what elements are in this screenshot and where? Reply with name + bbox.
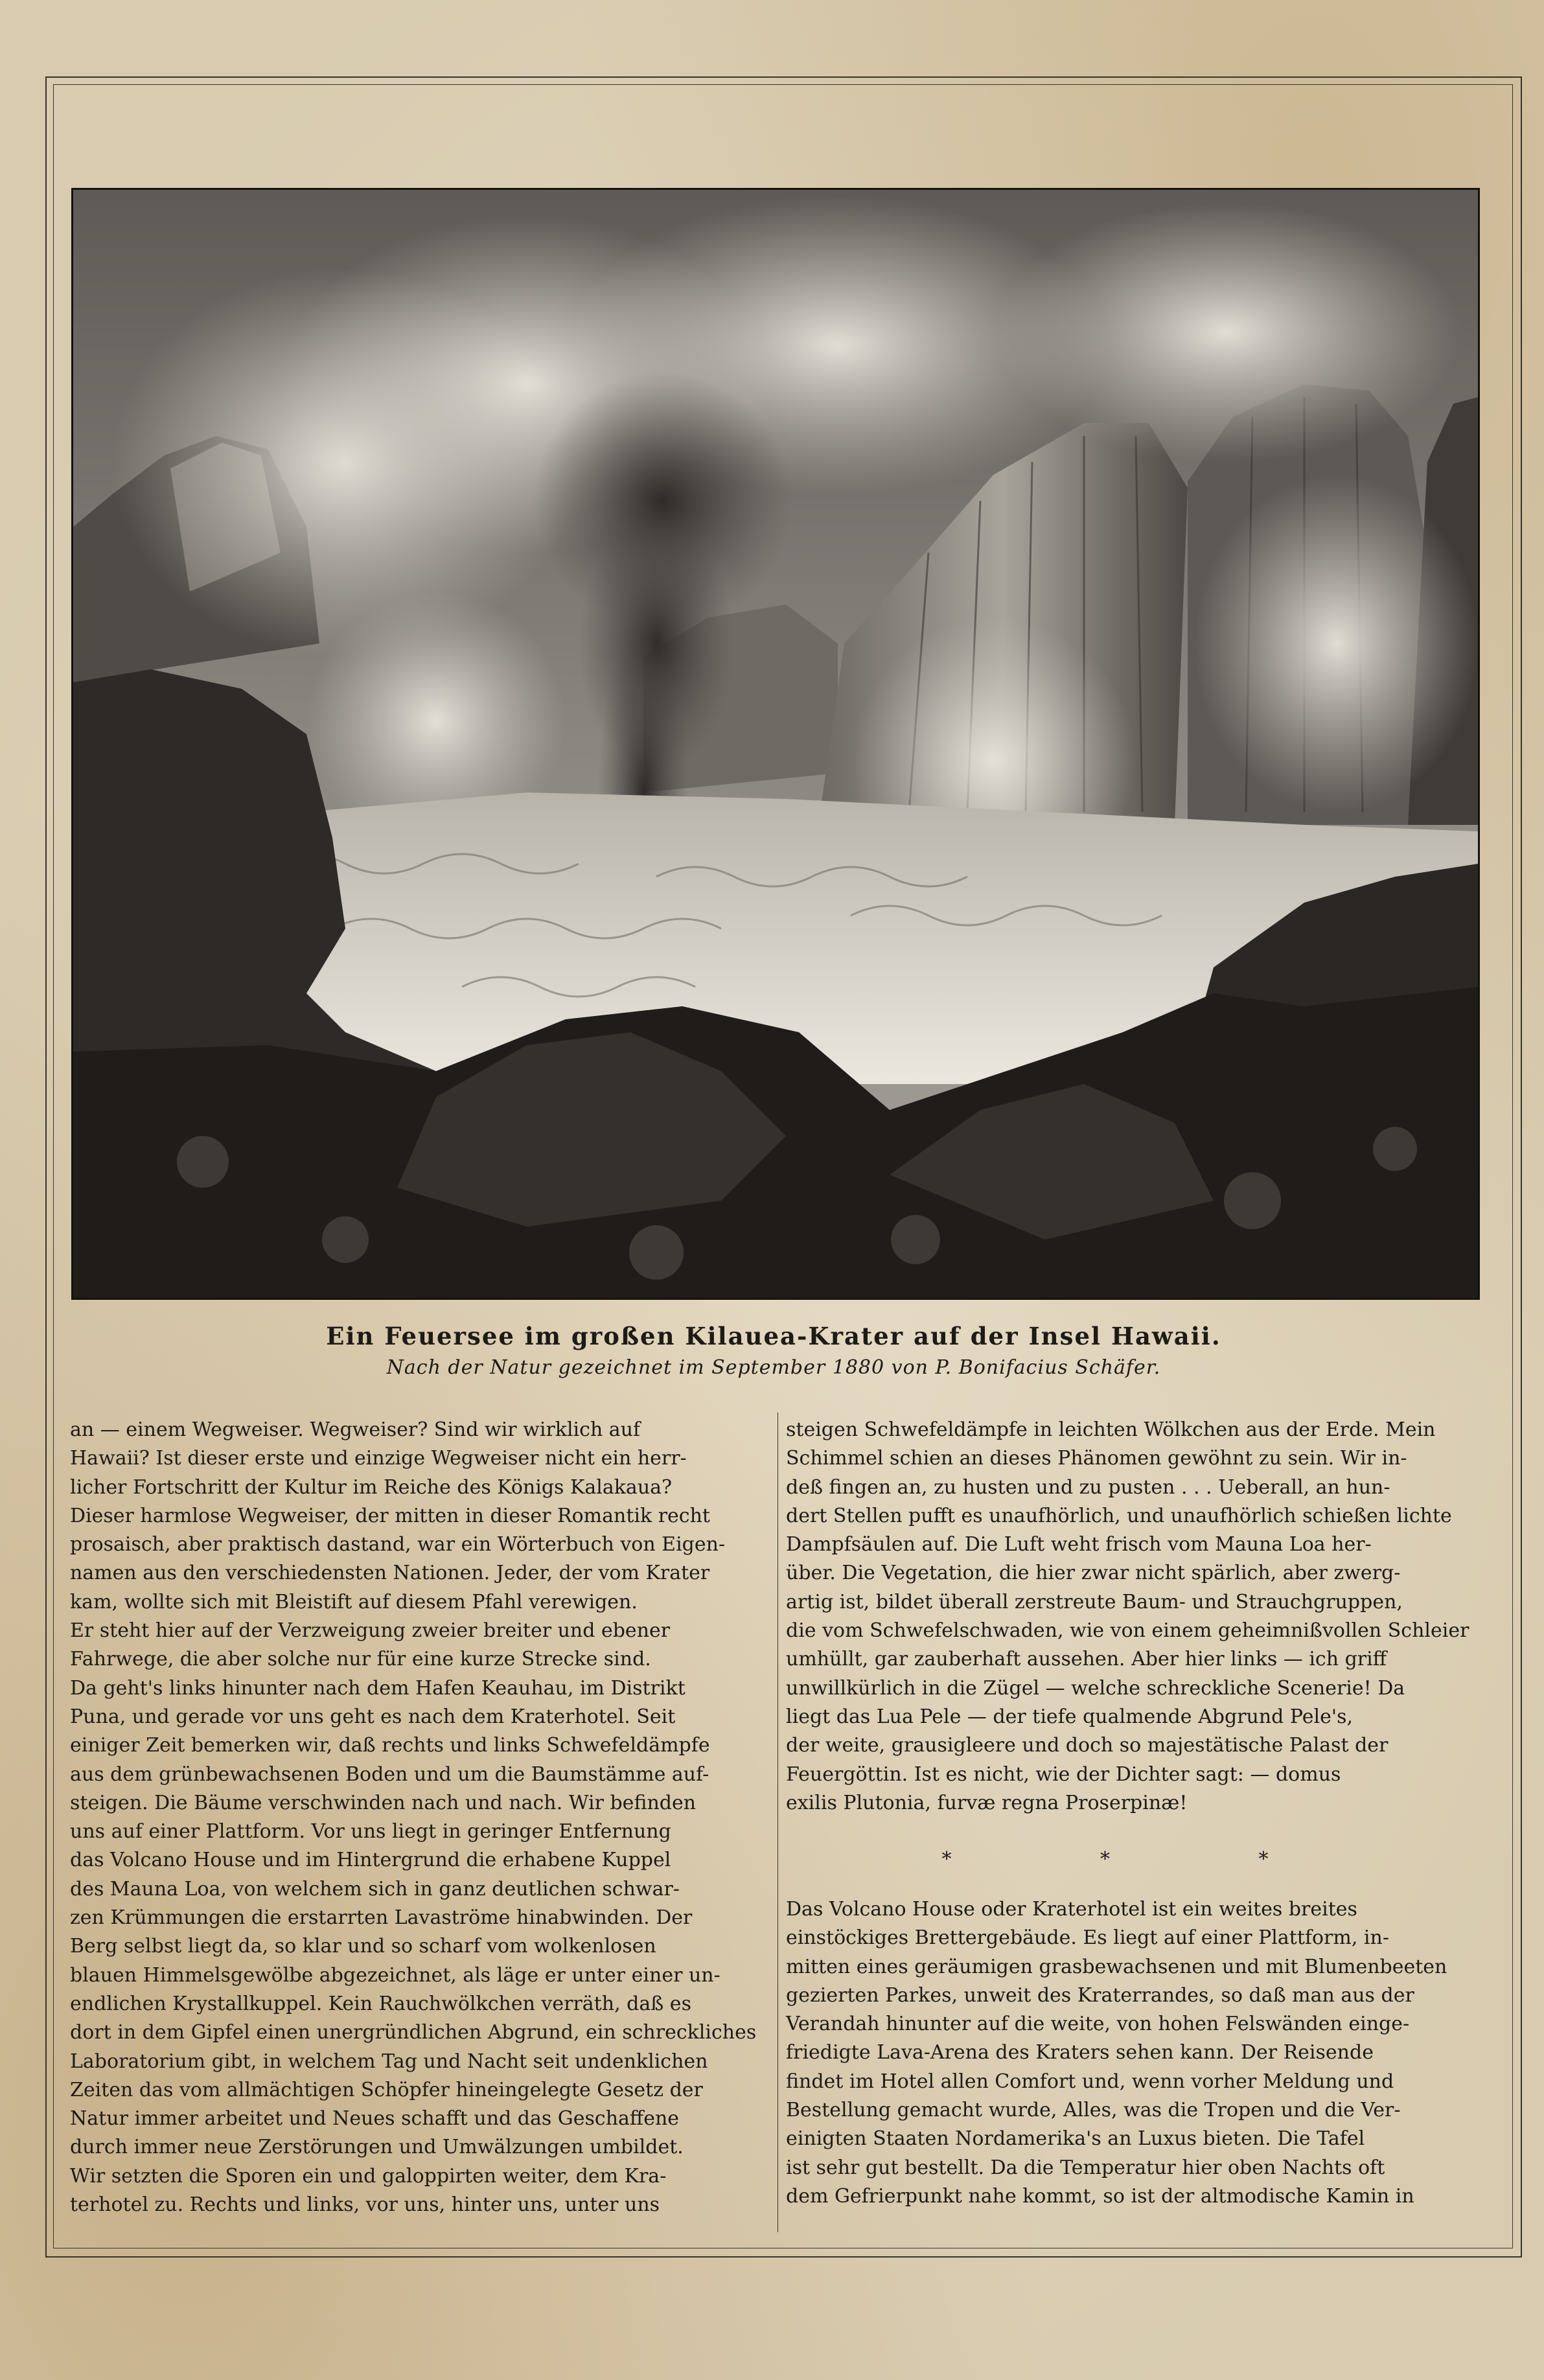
article-right-column bbox=[786, 1416, 1495, 1818]
text-line: ist sehr gut bestellt. Da die Temperatur hier oben Nachts oft bbox=[786, 2156, 1385, 2179]
text-line: Berg selbst liegt da, so klar und so scharf vom wolkenlosen bbox=[70, 1935, 656, 1958]
text-line: Das Volcano House oder Kraterhotel ist ein weites breites bbox=[786, 1898, 1357, 1921]
volcanic-crater-engraving-icon bbox=[73, 190, 1478, 1298]
text-line: einiger Zeit bemerken wir, daß rechts und links Schwefeldämpfe bbox=[70, 1734, 710, 1757]
text-line: Dampfsäulen auf. Die Luft weht frisch vom Mauna Loa her- bbox=[786, 1533, 1372, 1556]
text-line: Zeiten das vom allmächtigen Schöpfer hineingelegte Gesetz der bbox=[70, 2078, 703, 2101]
text-line: dort in dem Gipfel einen unergründlichen Abgrund, ein schreckliches bbox=[70, 2021, 757, 2044]
text-line: Da geht's links hinunter nach dem Hafen Keauhau, im Distrikt bbox=[70, 1676, 686, 1700]
text-line: licher Fortschritt der Kultur im Reiche des Königs Kalakaua? bbox=[70, 1475, 673, 1499]
text-line: prosaisch, aber praktisch dastand, war ein Wörterbuch von Eigen- bbox=[70, 1533, 726, 1556]
text-line: Fahrwege, die aber solche nur für eine kurze Strecke sind. bbox=[70, 1648, 651, 1671]
text-line: Puna, und gerade vor uns geht es nach dem Kraterhotel. Seit bbox=[70, 1705, 676, 1728]
text-line: der weite, grausigleere und doch so majestätische Palast der bbox=[786, 1734, 1388, 1757]
section-separator: * * * bbox=[941, 1848, 1340, 1871]
text-line: dert Stellen pufft es unaufhörlich, und unaufhörlich schießen lichte bbox=[786, 1504, 1452, 1527]
text-line: des Mauna Loa, von welchem sich in ganz deutlichen schwar- bbox=[70, 1877, 680, 1901]
text-line: steigen. Die Bäume verschwinden nach und nach. Wir befinden bbox=[70, 1791, 697, 1814]
text-line: steigen Schwefeldämpfe in leichten Wölkchen aus der Erde. Mein bbox=[786, 1418, 1436, 1441]
text-line: Wir setzten die Sporen ein und galoppirten weiter, dem Kra- bbox=[70, 2164, 667, 2188]
text-line: die vom Schwefelschwaden, wie von einem geheimnißvollen Schleier bbox=[786, 1619, 1469, 1643]
text-line: deß fingen an, zu husten und zu pusten . . . Ueberall, an hun- bbox=[786, 1475, 1390, 1499]
illustration-credit: Nach der Natur gezeichnet im September 1880 von P. Bonifacius Schäfer. bbox=[386, 1356, 1161, 1379]
text-line: aus dem grünbewachsenen Boden und um die Baumstämme auf- bbox=[70, 1762, 709, 1786]
text-line: kam, wollte sich mit Bleistift auf diesem Pfahl verewigen. bbox=[70, 1590, 638, 1613]
article-right-column-continued bbox=[786, 1895, 1495, 2211]
text-line: Hawaii? Ist dieser erste und einzige Wegweiser nicht ein herr- bbox=[70, 1447, 687, 1470]
text-line: findet im Hotel allen Comfort und, wenn vorher Meldung und bbox=[786, 2070, 1394, 2093]
illustration-title: Ein Feuersee im großen Kilauea-Krater auf der Insel Hawaii. bbox=[326, 1322, 1221, 1350]
text-line: Verandah hinunter auf die weite, von hohen Felswänden einge- bbox=[786, 2013, 1410, 2036]
text-line: Er steht hier auf der Verzweigung zweier breiter und ebener bbox=[70, 1619, 671, 1643]
text-line: über. Die Vegetation, die hier zwar nicht spärlich, aber zwerg- bbox=[786, 1562, 1401, 1585]
text-line: exilis Plutonia, furvæ regna Proserpinæ! bbox=[786, 1791, 1188, 1814]
text-line: dem Gefrierpunkt nahe kommt, so ist der altmodische Kamin in bbox=[786, 2184, 1414, 2208]
text-line: an — einem Wegweiser. Wegweiser? Sind wir wirklich auf bbox=[70, 1418, 641, 1441]
article-left-column bbox=[70, 1416, 770, 2219]
text-line: endlichen Krystallkuppel. Kein Rauchwölkchen verräth, daß es bbox=[70, 1992, 691, 2015]
text-line: zen Krümmungen die erstarrten Lavaströme hinabwinden. Der bbox=[70, 1906, 693, 1930]
text-line: terhotel zu. Rechts und links, vor uns, hinter uns, unter uns bbox=[70, 2193, 660, 2217]
text-line: einigten Staaten Nordamerika's an Luxus bieten. Die Tafel bbox=[786, 2127, 1365, 2151]
text-line: liegt das Lua Pele — der tiefe qualmende Abgrund Pele's, bbox=[786, 1705, 1354, 1728]
text-line: blauen Himmelsgewölbe abgezeichnet, als läge er unter einer un- bbox=[70, 1963, 720, 1987]
text-line: umhüllt, gar zauberhaft aussehen. Aber hier links — ich griff bbox=[786, 1648, 1387, 1671]
text-line: durch immer neue Zerstörungen und Umwälzungen umbildet. bbox=[70, 2136, 684, 2159]
text-line: gezierten Parkes, unweit des Kraterrandes, so daß man aus der bbox=[786, 1983, 1414, 2007]
text-line: uns auf einer Plattform. Vor uns liegt in geringer Entfernung bbox=[70, 1820, 671, 1843]
text-line: Dieser harmlose Wegweiser, der mitten in dieser Romantik recht bbox=[70, 1504, 710, 1527]
text-line: namen aus den verschiedensten Nationen. Jeder, der vom Krater bbox=[70, 1562, 710, 1585]
text-line: Laboratorium gibt, in welchem Tag und Nacht seit undenklichen bbox=[70, 2050, 708, 2073]
text-line: Schimmel schien an dieses Phänomen gewöhnt zu sein. Wir in- bbox=[786, 1447, 1407, 1470]
text-line: das Volcano House und im Hintergrund die erhabene Kuppel bbox=[70, 1849, 671, 1872]
text-line: Natur immer arbeitet und Neues schafft und das Geschaffene bbox=[70, 2107, 680, 2131]
text-line: mitten eines geräumigen grasbewachsenen und mit Blumenbeeten bbox=[786, 1955, 1447, 1978]
text-line: unwillkürlich in die Zügel — welche schreckliche Scenerie! Da bbox=[786, 1676, 1405, 1700]
text-line: friedigte Lava-Arena des Kraters sehen kann. Der Reisende bbox=[786, 2041, 1374, 2064]
text-line: artig ist, bildet überall zerstreute Baum- und Strauchgruppen, bbox=[786, 1590, 1403, 1613]
text-line: einstöckiges Brettergebäude. Es liegt auf einer Plattform, in- bbox=[786, 1926, 1389, 1950]
crater-illustration bbox=[71, 188, 1480, 1300]
text-line: Bestellung gemacht wurde, Alles, was die Tropen und die Ver- bbox=[786, 2099, 1401, 2122]
text-line: Feuergöttin. Ist es nicht, wie der Dichter sagt: — domus bbox=[786, 1762, 1341, 1786]
